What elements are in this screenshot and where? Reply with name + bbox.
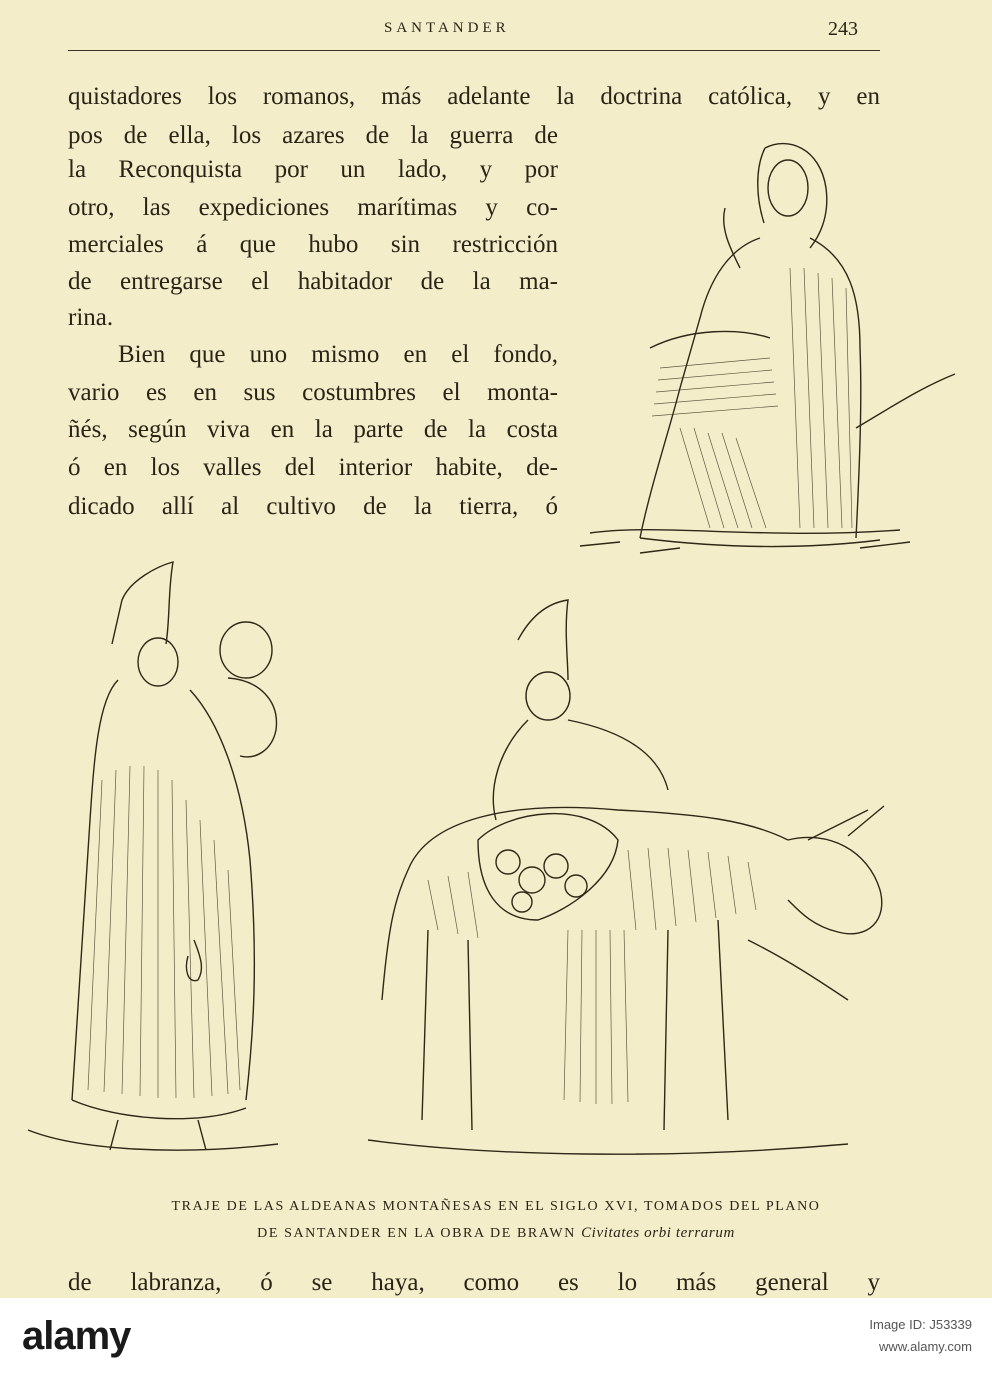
caption-line-2-text: DE SANTANDER EN LA OBRA DE BRAWN — [257, 1226, 576, 1241]
caption-line-2 — [60, 1225, 932, 1242]
text-line: ñés, según viva en la parte de la costa — [68, 416, 558, 443]
text-line: pos de ella, los azares de la guerra de — [68, 122, 558, 149]
running-head: SANTANDER — [384, 20, 510, 36]
woman-on-donkey-illustration — [368, 600, 900, 1160]
stock-footer-bar — [0, 1298, 992, 1390]
seated-woman-illustration — [560, 128, 960, 568]
text-line: ó en los valles del interior habite, de- — [68, 454, 558, 481]
text-line: otro, las expediciones marítimas y co- — [68, 194, 558, 221]
stock-meta — [869, 1314, 972, 1358]
page-number: 243 — [828, 18, 858, 40]
text-line: de entregarse el habitador de la ma- — [68, 268, 558, 295]
text-line: merciales á que hubo sin restricción — [68, 231, 558, 258]
header-rule — [68, 50, 880, 51]
text-line: quistadores los romanos, más adelante la doctrina católica, y en — [68, 83, 880, 110]
text-line: Bien que uno mismo en el fondo, — [118, 341, 558, 368]
cut-off-text: de labranza, ó se haya, como es lo más general y — [68, 1269, 880, 1296]
text-line: rina. — [68, 304, 114, 331]
text-line: vario es en sus costumbres el monta- — [68, 379, 558, 406]
stock-logo: alamy — [22, 1314, 131, 1358]
text-line: dicado allí al cultivo de la tierra, ó — [68, 493, 558, 520]
caption-line-1: TRAJE DE LAS ALDEANAS MONTAÑESAS EN EL SIGLO XVI, TOMADOS DEL PLANO — [171, 1199, 821, 1214]
woman-with-child-illustration — [18, 560, 318, 1180]
text-line: la Reconquista por un lado, y por — [68, 156, 558, 183]
stock-url: www.alamy.com — [879, 1339, 972, 1354]
caption-book-title: Civitates orbi terrarum — [581, 1225, 735, 1241]
stock-image-id: Image ID: J53339 — [869, 1317, 972, 1332]
